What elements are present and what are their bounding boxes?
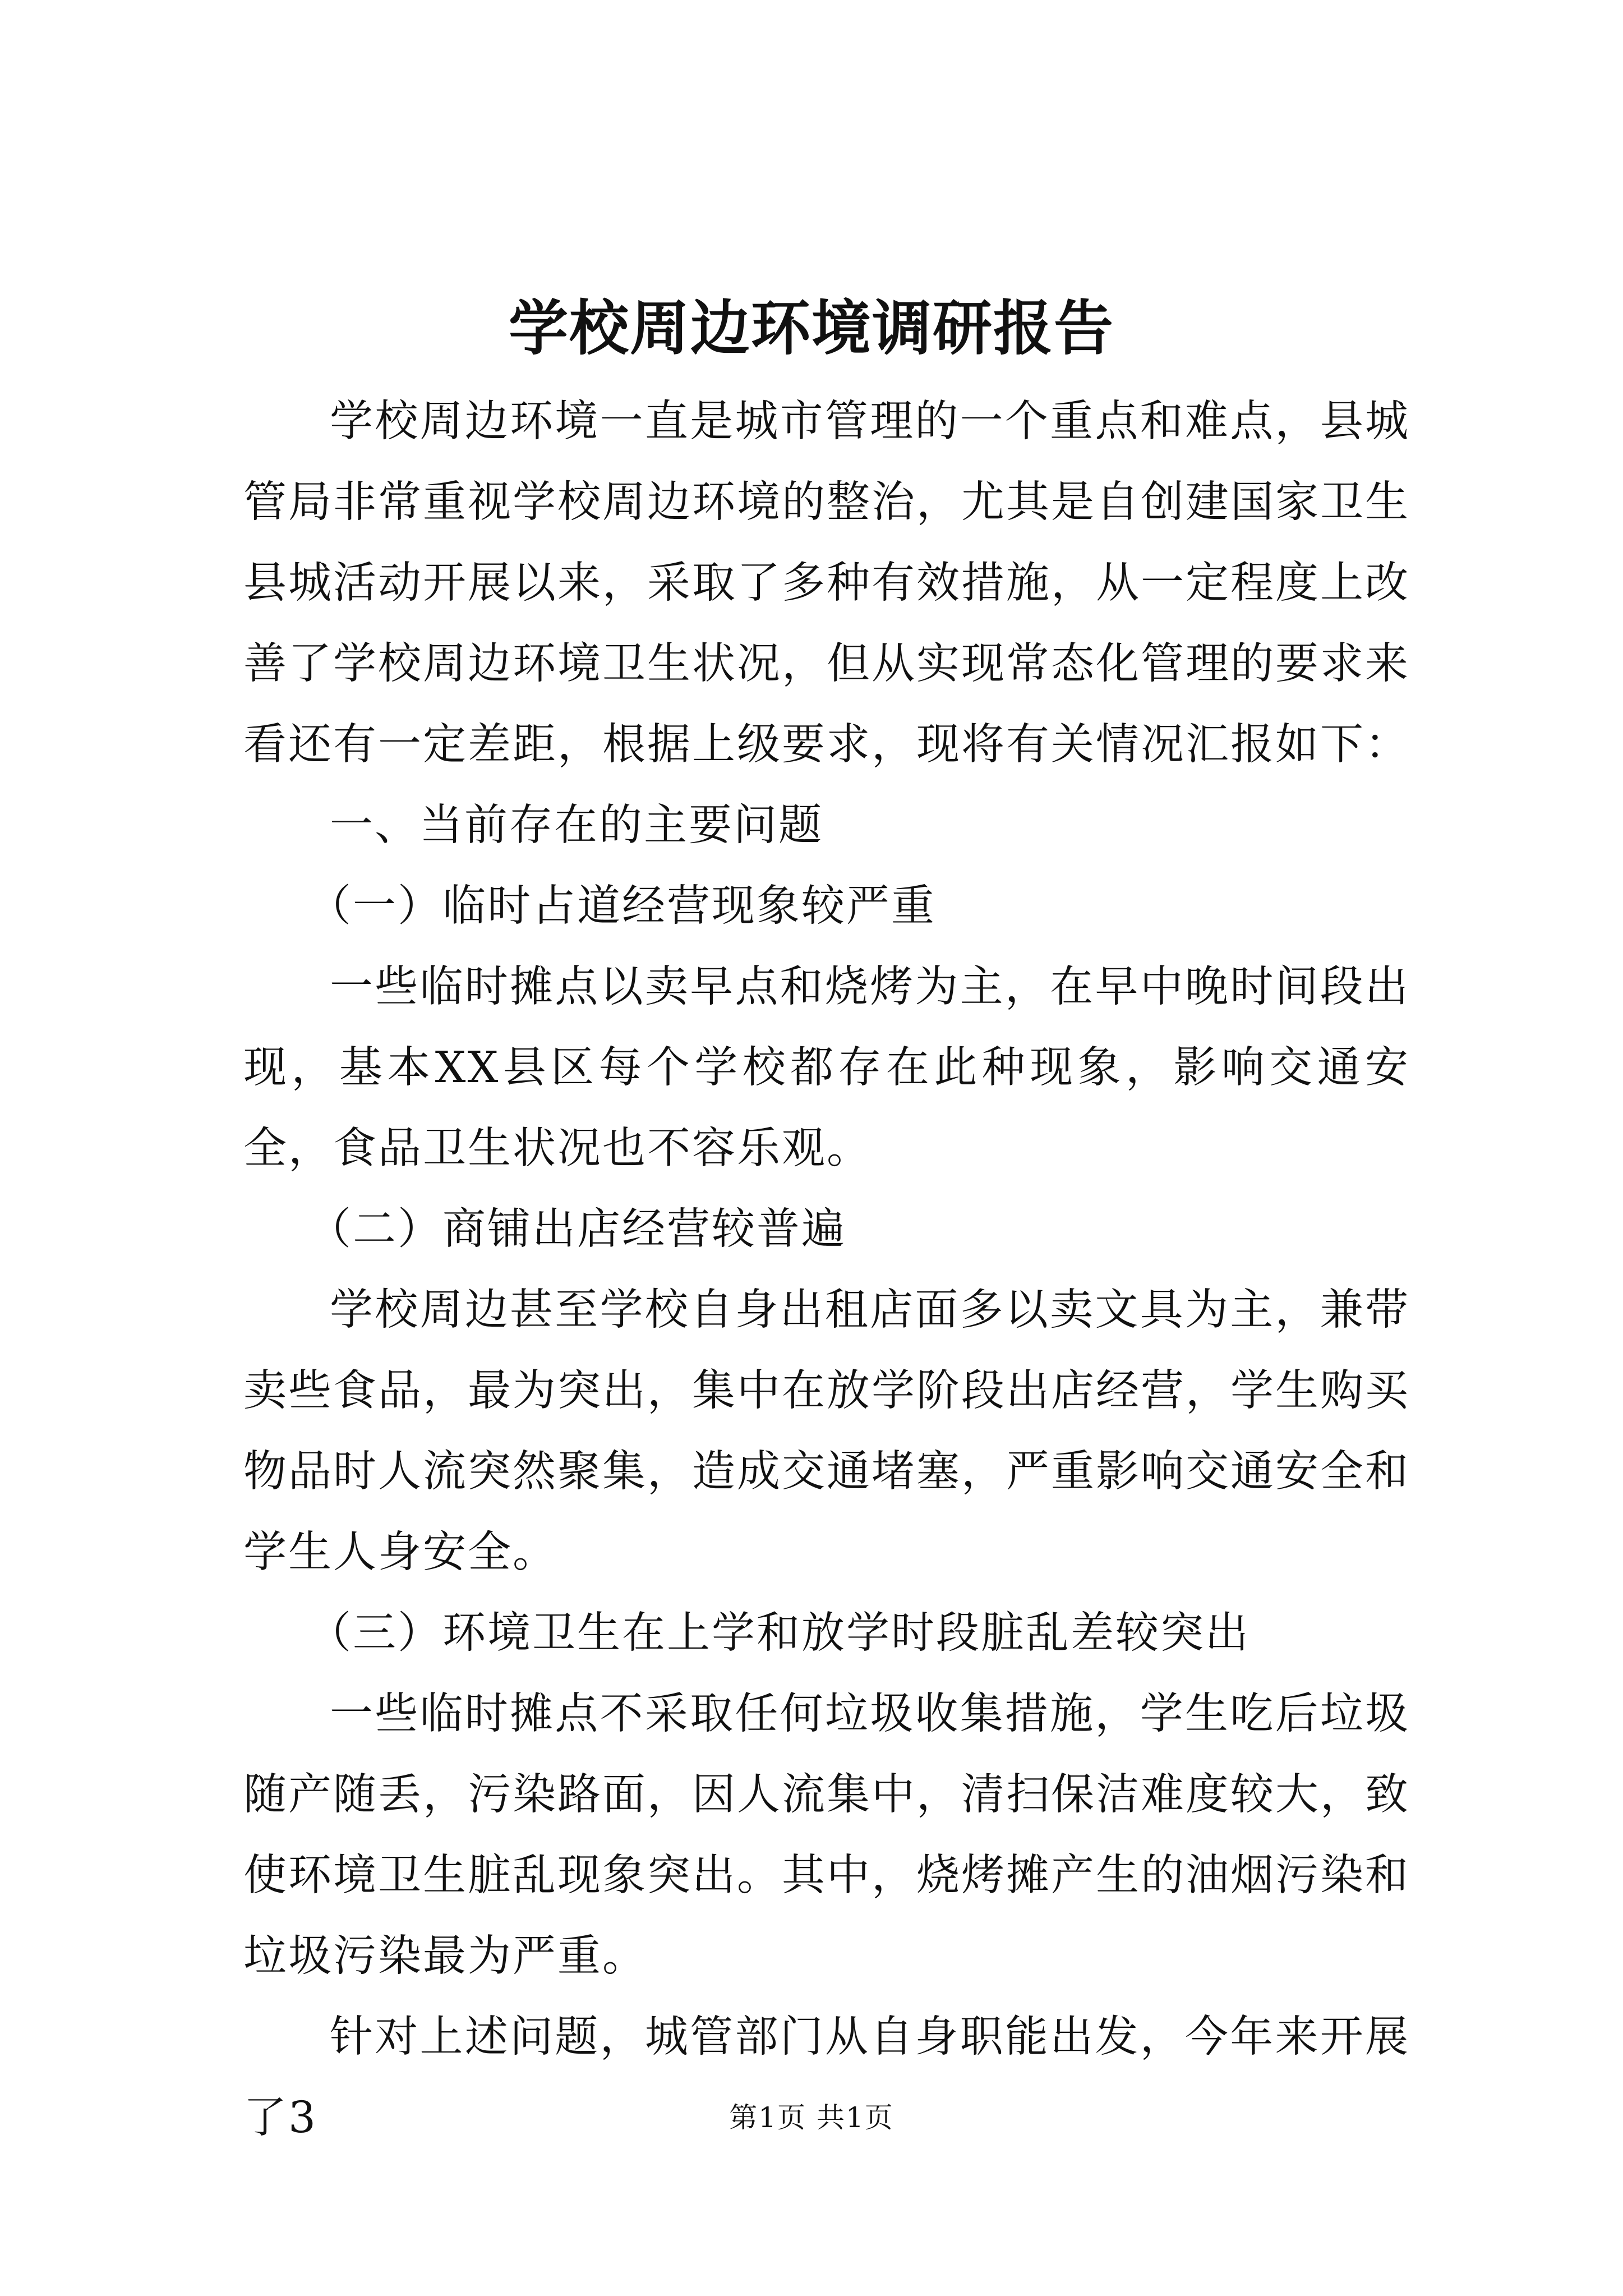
- intro-paragraph: 学校周边环境一直是城市管理的一个重点和难点，县城管局非常重视学校周边环境的整治，尤其是自创建国家卫生县城活动开展以来，采取了多种有效措施，从一定程度上改善了学校周边环境卫生状况，但从实现常态化管理的要求来看还有一定差距，根据上级要求，现将有关情况汇报如下：: [243, 397, 1410, 770]
- subheading-shops-outside: （二）商铺出店经营较普遍: [308, 1204, 846, 1254]
- paragraph-shops-outside: 学校周边甚至学校自身出租店面多以卖文具为主，兼带卖些食品，最为突出，集中在放学阶段出店经营，学生购买物品时人流突然聚集，造成交通堵塞，严重影响交通安全和学生人身安全。: [243, 1285, 1410, 1577]
- subheading-sanitation: （三）环境卫生在上学和放学时段脏乱差较突出: [308, 1608, 1250, 1658]
- page-number-footer: 第1页 共1页: [729, 2101, 894, 2134]
- document-title: 学校周边环境调研报告: [509, 293, 1114, 363]
- paragraph-sanitation: 一些临时摊点不采取任何垃圾收集措施，学生吃后垃圾随产随丢，污染路面，因人流集中，清扫保洁难度较大，致使环境卫生脏乱现象突出。其中，烧烤摊产生的油烟污染和垃圾污染最为严重。: [243, 1689, 1410, 1981]
- paragraph-temporary-stalls: 一些临时摊点以卖早点和烧烤为主，在早中晚时间段出现，基本XX县区每个学校都存在此种现象，影响交通安全，食品卫生状况也不容乐观。: [243, 962, 1410, 1174]
- paragraph-measures: 针对上述问题，城管部门从自身职能出发，今年来开展了3: [243, 2012, 1410, 2143]
- document-body: [243, 381, 1410, 2159]
- section-heading-main-problems: 一、当前存在的主要问题: [330, 800, 823, 850]
- subheading-temporary-stalls: （一）临时占道经营现象较严重: [308, 881, 936, 931]
